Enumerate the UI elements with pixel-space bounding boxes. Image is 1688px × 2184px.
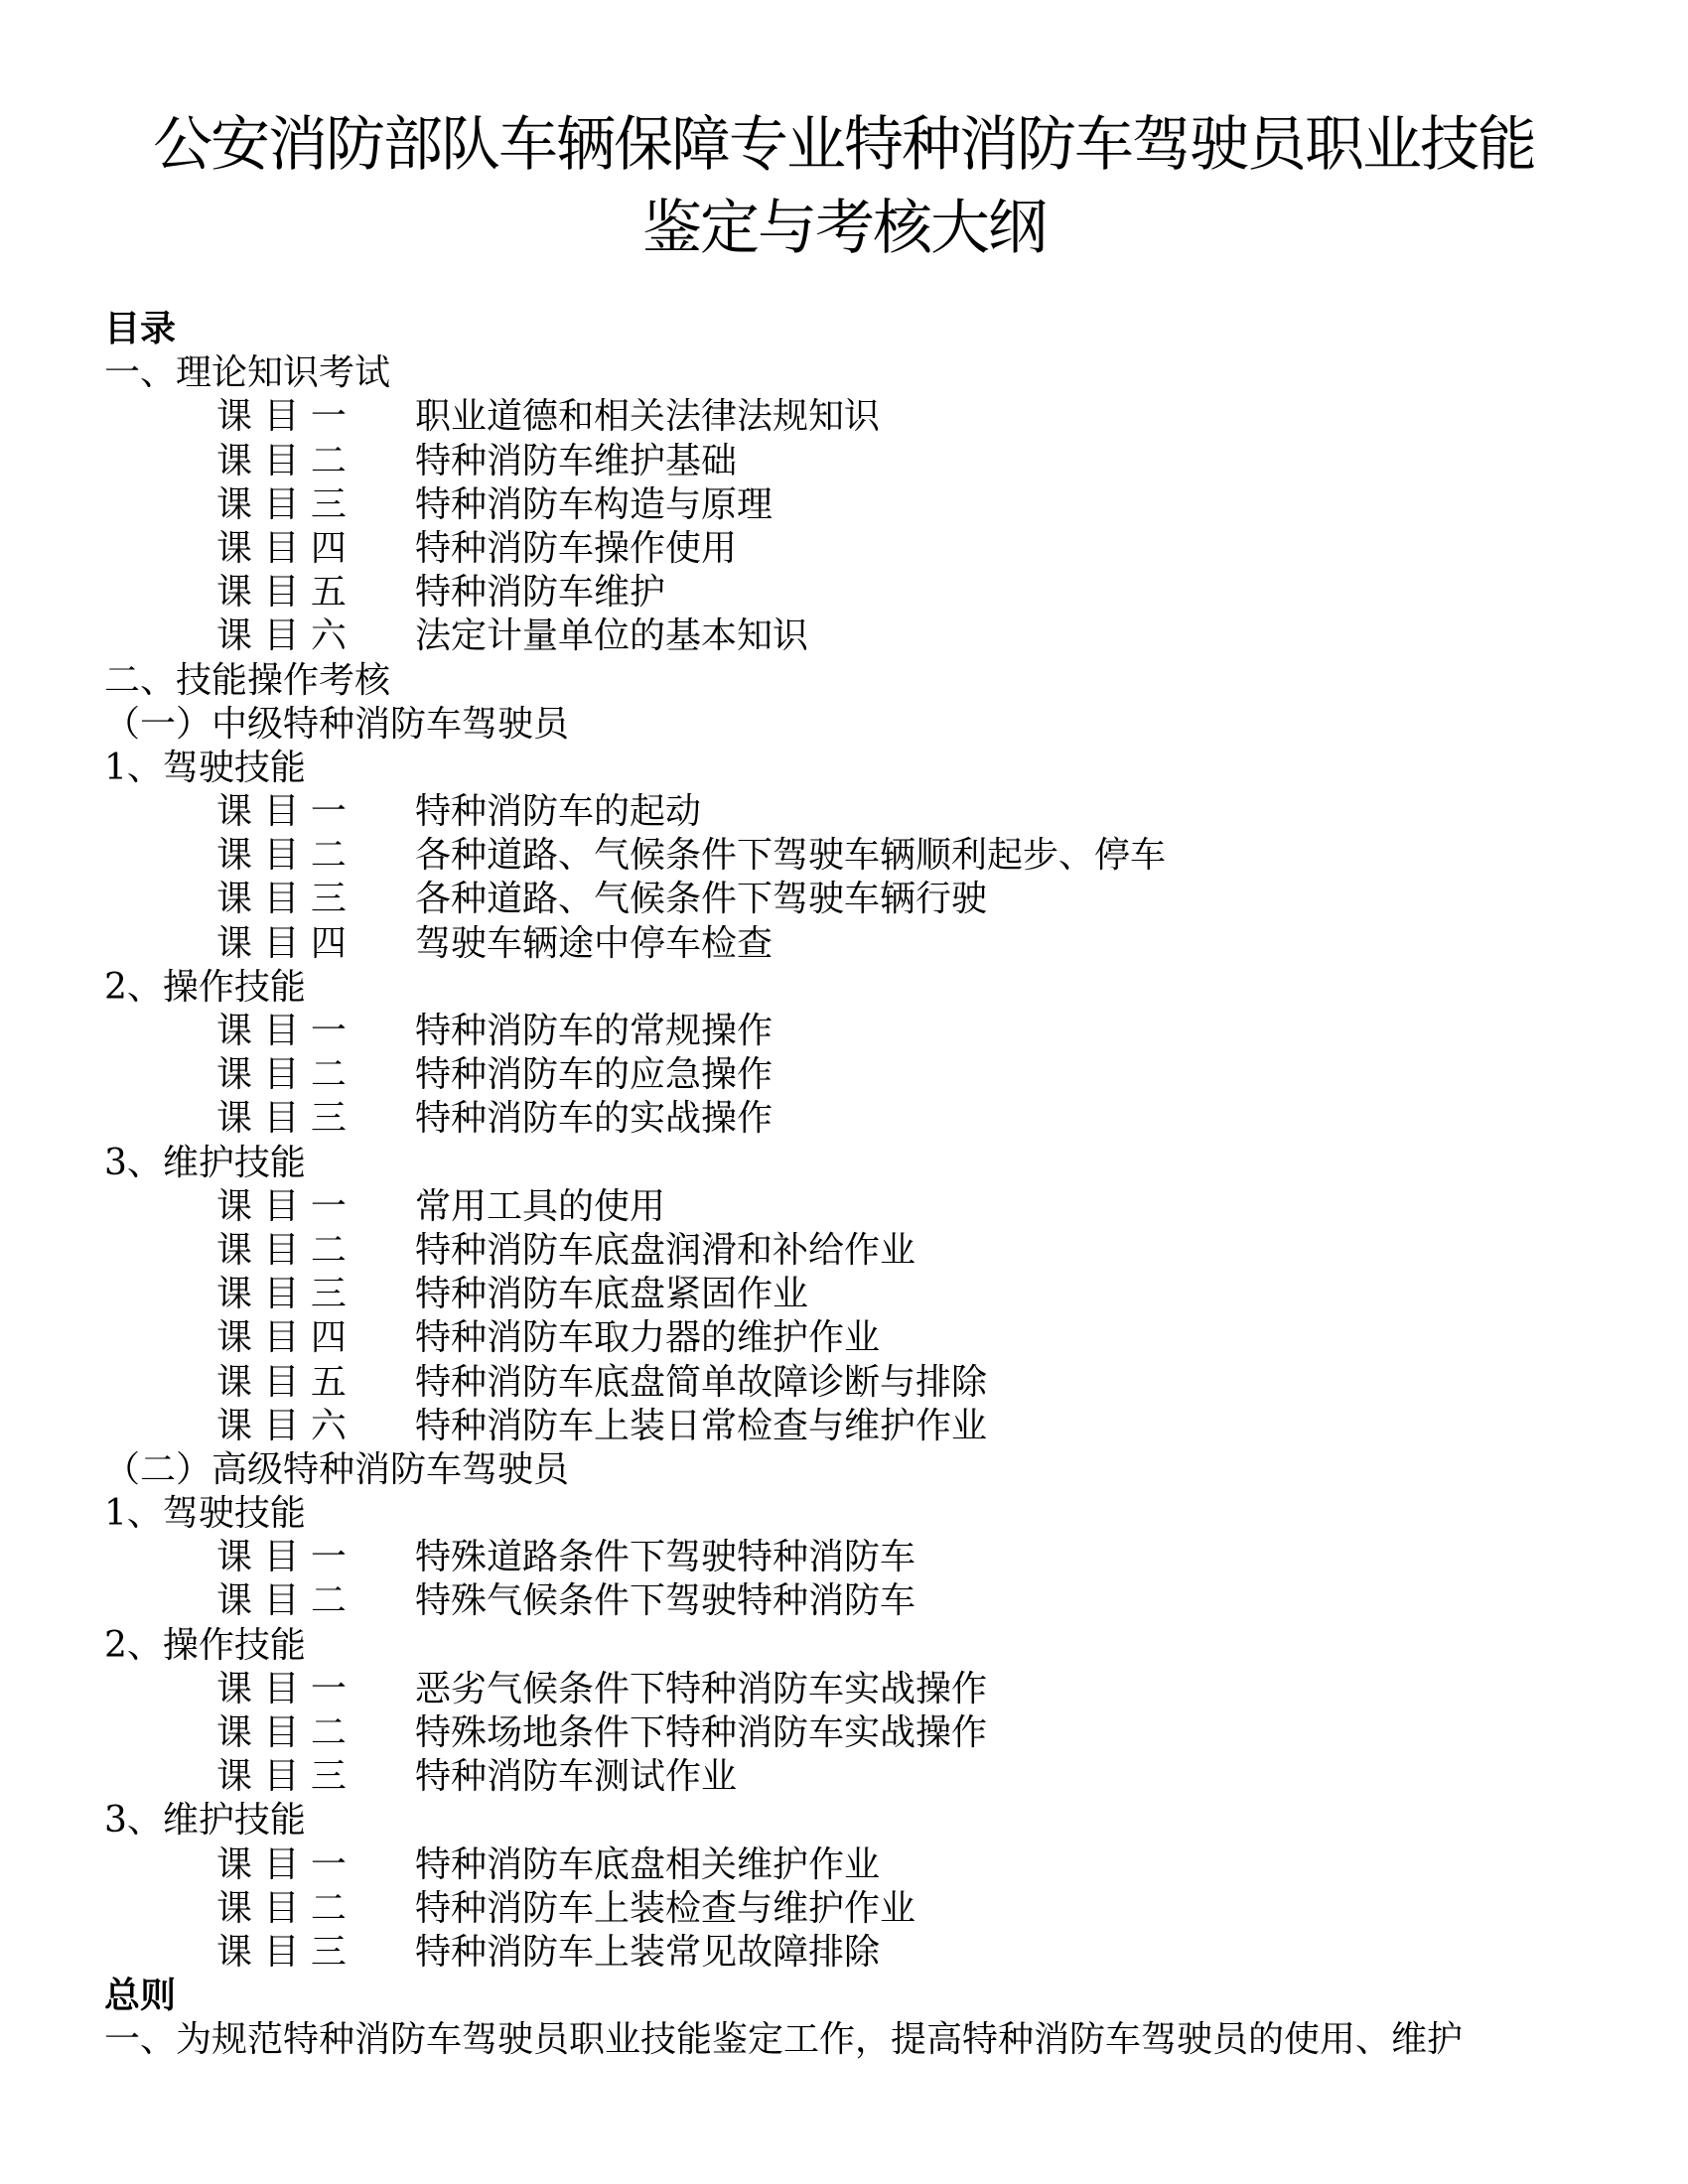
course-number: 课 目 三 <box>216 1274 347 1315</box>
mid-maintain-items <box>104 1185 1653 1448</box>
course-title: 特种消防车的应急操作 <box>415 1054 774 1096</box>
course-number: 课 目 二 <box>216 1580 347 1622</box>
high-drive-items <box>104 1536 1653 1623</box>
course-number: 课 目 三 <box>216 879 347 920</box>
course-number: 课 目 二 <box>216 835 347 877</box>
course-item <box>104 878 1653 921</box>
course-title: 特殊场地条件下特种消防车实战操作 <box>415 1712 988 1753</box>
course-item <box>104 1755 1653 1799</box>
course-item <box>104 1097 1653 1141</box>
course-number: 课 目 四 <box>216 527 347 569</box>
course-number: 课 目 二 <box>216 440 347 481</box>
course-number: 课 目 一 <box>216 1537 347 1578</box>
course-item <box>104 1405 1653 1448</box>
course-title: 特种消防车底盘相关维护作业 <box>415 1843 881 1885</box>
course-number: 课 目 二 <box>216 1887 347 1929</box>
course-number: 课 目 一 <box>216 1668 347 1709</box>
mid-operate-heading: 2、操作技能 <box>104 966 306 1008</box>
course-item <box>104 1668 1653 1711</box>
title-line-1: 公安消防部队车辆保障专业特种消防车驾驶员职业技能 <box>153 110 1535 180</box>
course-item <box>104 1010 1653 1053</box>
course-item <box>104 1843 1653 1887</box>
section-skills: 二、技能操作考核 <box>104 659 391 701</box>
course-title: 特种消防车操作使用 <box>415 527 738 569</box>
high-maintain-heading: 3、维护技能 <box>104 1800 306 1842</box>
course-number: 课 目 一 <box>216 791 347 833</box>
mid-drive-heading: 1、驾驶技能 <box>104 747 306 788</box>
document-title <box>0 103 1688 270</box>
course-title: 特殊气候条件下驾驶特种消防车 <box>415 1580 916 1622</box>
course-number: 课 目 二 <box>216 1229 347 1271</box>
course-item <box>104 922 1653 966</box>
course-title: 各种道路、气候条件下驾驶车辆行驶 <box>415 879 988 920</box>
course-item <box>104 790 1653 834</box>
course-title: 特种消防车维护 <box>415 572 666 614</box>
course-title: 特种消防车的起动 <box>415 791 702 833</box>
course-item <box>104 1185 1653 1229</box>
course-title: 特种消防车底盘简单故障诊断与排除 <box>415 1361 988 1403</box>
section-theory: 一、理论知识考试 <box>104 352 391 394</box>
general-paragraph-1: 一、为规范特种消防车驾驶员职业技能鉴定工作，提高特种消防车驾驶员的使用、维护 <box>104 2019 1464 2061</box>
course-number: 课 目 一 <box>216 1011 347 1051</box>
course-item <box>104 395 1653 439</box>
course-item <box>104 1316 1653 1360</box>
high-level-heading: （二）高级特种消防车驾驶员 <box>104 1448 570 1490</box>
general-heading: 总则 <box>104 1976 177 2017</box>
course-number: 课 目 六 <box>216 615 347 657</box>
high-maintain-items <box>104 1843 1653 1976</box>
course-item <box>104 1361 1653 1405</box>
course-number: 课 目 二 <box>216 1054 347 1096</box>
course-item <box>104 483 1653 527</box>
course-number: 课 目 一 <box>216 396 347 438</box>
theory-items <box>104 395 1653 658</box>
course-item <box>104 1887 1653 1931</box>
mid-drive-items <box>104 790 1653 966</box>
course-number: 课 目 三 <box>216 1098 347 1140</box>
course-title: 特种消防车底盘润滑和补给作业 <box>415 1229 916 1271</box>
course-item <box>104 571 1653 614</box>
course-number: 课 目 六 <box>216 1405 347 1446</box>
course-title: 驾驶车辆途中停车检查 <box>415 922 774 964</box>
course-title: 特种消防车维护基础 <box>415 440 738 481</box>
course-title: 常用工具的使用 <box>415 1185 666 1227</box>
course-title: 各种道路、气候条件下驾驶车辆顺利起步、停车 <box>415 835 1167 877</box>
mid-maintain-heading: 3、维护技能 <box>104 1142 306 1183</box>
course-item <box>104 1273 1653 1316</box>
course-title: 特种消防车底盘紧固作业 <box>415 1274 809 1315</box>
course-item <box>104 1711 1653 1755</box>
high-operate-heading: 2、操作技能 <box>104 1624 306 1666</box>
course-item <box>104 1053 1653 1097</box>
course-item <box>104 440 1653 483</box>
course-title: 特种消防车上装日常检查与维护作业 <box>415 1405 988 1446</box>
course-number: 课 目 三 <box>216 1931 347 1973</box>
course-title: 特种消防车上装常见故障排除 <box>415 1931 881 1973</box>
course-item <box>104 1229 1653 1273</box>
course-number: 课 目 一 <box>216 1185 347 1227</box>
course-number: 课 目 五 <box>216 572 347 614</box>
course-number: 课 目 三 <box>216 1756 347 1798</box>
course-number: 课 目 二 <box>216 1712 347 1753</box>
course-title: 职业道德和相关法律法规知识 <box>415 396 881 438</box>
course-number: 课 目 五 <box>216 1361 347 1403</box>
high-operate-items <box>104 1668 1653 1800</box>
mid-level-heading: （一）中级特种消防车驾驶员 <box>104 703 570 745</box>
title-line-2: 鉴定与考核大纲 <box>642 194 1046 263</box>
course-title: 法定计量单位的基本知识 <box>415 615 809 657</box>
course-item <box>104 1579 1653 1623</box>
course-number: 课 目 四 <box>216 1317 347 1359</box>
high-drive-heading: 1、驾驶技能 <box>104 1493 306 1535</box>
toc-heading: 目录 <box>104 309 177 349</box>
course-title: 恶劣气候条件下特种消防车实战操作 <box>415 1668 988 1709</box>
course-item <box>104 834 1653 878</box>
document-body <box>104 308 1653 2063</box>
course-title: 特种消防车的常规操作 <box>415 1011 774 1051</box>
course-title: 特种消防车的实战操作 <box>415 1098 774 1140</box>
course-number: 课 目 三 <box>216 483 347 525</box>
course-number: 课 目 四 <box>216 922 347 964</box>
mid-operate-items <box>104 1010 1653 1142</box>
course-title: 特种消防车测试作业 <box>415 1756 738 1798</box>
course-title: 特种消防车上装检查与维护作业 <box>415 1887 916 1929</box>
course-title: 特殊道路条件下驾驶特种消防车 <box>415 1537 916 1578</box>
course-item <box>104 527 1653 571</box>
course-item <box>104 1931 1653 1975</box>
course-number: 课 目 一 <box>216 1843 347 1885</box>
course-title: 特种消防车取力器的维护作业 <box>415 1317 881 1359</box>
course-item <box>104 614 1653 658</box>
course-item <box>104 1536 1653 1579</box>
course-title: 特种消防车构造与原理 <box>415 483 774 525</box>
